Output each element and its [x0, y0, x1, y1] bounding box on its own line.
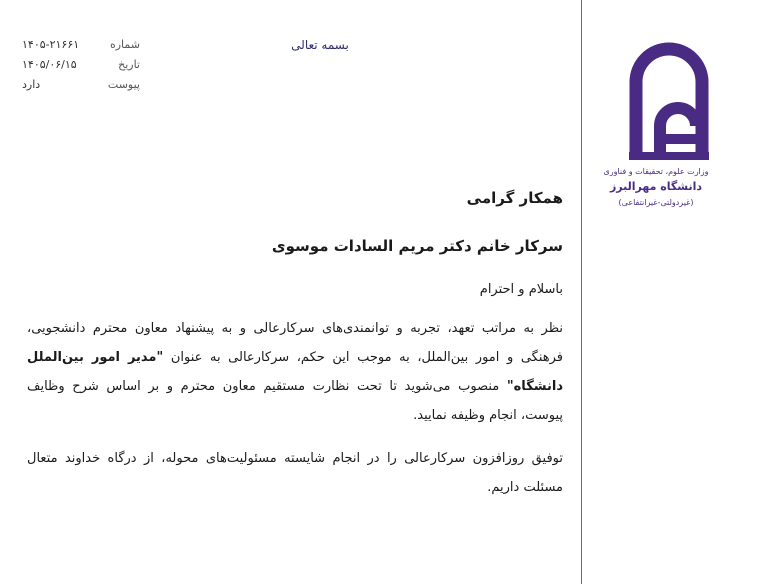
number-value: ۱۴۰۵-۲۱۶۶۱ — [22, 38, 80, 51]
paragraph-appointment-part1: نظر به مراتب تعهد، تجربه و توانمندی‌های سرکارعالی و به پیشنهاد معاون محترم دانشجویی، فرهنگی و امور بین‌الملل، به موجب این حکم، سرکارعالی به عنوان — [27, 321, 563, 365]
recipient: سرکار خانم دکتر مریم السادات موسوی — [271, 237, 563, 255]
number-label: شماره — [109, 38, 140, 51]
date-label: تاریخ — [118, 58, 140, 71]
attachment-value: دارد — [22, 78, 41, 91]
date-value: ۱۴۰۵/۰۶/۱۵ — [22, 58, 77, 71]
university-logo-icon — [626, 38, 712, 162]
margin-divider — [581, 0, 582, 584]
appointment-title: "مدیر امور بین‌الملل دانشگاه" — [27, 350, 563, 394]
meta-attachment-row — [22, 78, 140, 98]
meta-date-row — [22, 58, 140, 78]
paragraph-closing: توفیق روزافزون سرکارعالی را در انجام شایسته مسئولیت‌های محوله، از درگاه خداوند متعال مسئلت داریم. — [27, 451, 563, 495]
letter-meta — [22, 38, 140, 98]
letter-body — [27, 186, 563, 502]
logo-university-name: دانشگاه مهرالبرز — [609, 180, 703, 193]
attachment-label: پیوست — [107, 78, 140, 91]
paragraph-appointment — [27, 314, 563, 430]
logo-university-type: (غیردولتی-غیرانتفاعی) — [618, 198, 694, 207]
logo-year: ۱۳۹۳ — [628, 152, 648, 162]
paragraph-appointment-part2: منصوب می‌شوید تا تحت نظارت مستقیم معاون محترم و بر اساس شرح وظایف پیوست، انجام وظیفه نمایید. — [27, 379, 563, 423]
meta-number-row — [22, 38, 140, 58]
bismillah-heading: بسمه تعالی — [291, 38, 349, 52]
greeting: همکار گرامی — [466, 189, 563, 207]
logo-ministry: وزارت علوم، تحقیقات و فناوری — [603, 167, 709, 176]
salutation: باسلام و احترام — [479, 282, 563, 297]
